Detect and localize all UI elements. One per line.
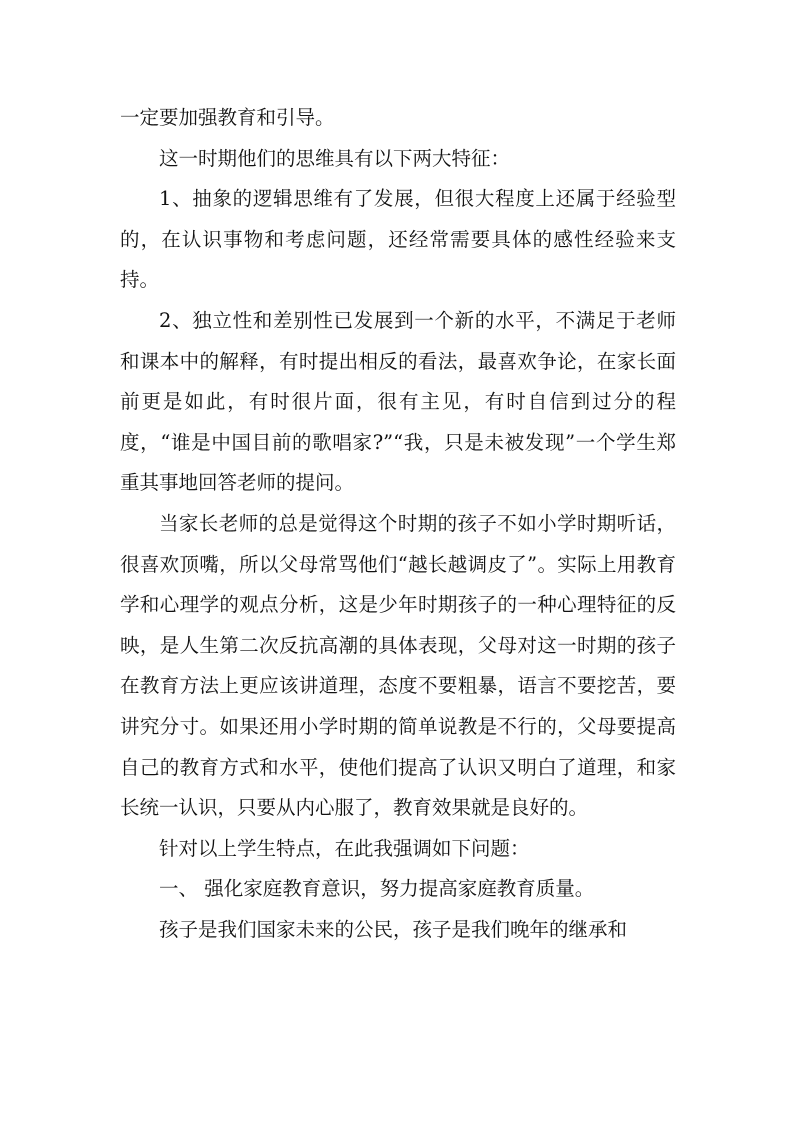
paragraph-feature-1: 1、抽象的逻辑思维有了发展，但很大程度上还属于经验型的，在认识事物和考虑问题，还经常需要具体的感性经验来支持。 xyxy=(120,187,676,292)
paragraph-children-future: 孩子是我们国家未来的公民，孩子是我们晚年的继承和 xyxy=(159,917,628,941)
section-heading-1: 一、 强化家庭教育意识，努力提高家庭教育质量。 xyxy=(159,877,595,901)
paragraph-issues-intro: 针对以上学生特点，在此我强调如下问题： xyxy=(159,836,530,860)
paragraph-parents-analysis: 当家长老师的总是觉得这个时期的孩子不如小学时期听话，很喜欢顶嘴，所以父母常骂他们“越长越调皮了”。实际上用教育学和心理学的观点分析，这是少年时期孩子的一种心理特征的反映，是人生第二次反抗高潮的具体表现，父母对这一时期的孩子在教育方法上更应该讲道理，态度不要粗暴，语言不要挖苦，要讲究分寸。如果还用小学时期的简单说教是不行的，父母要提高自己的教育方式和水平，使他们提高了认识又明白了道理，和家长统一认识，只要从内心服了，教育效果就是良好的。 xyxy=(120,511,676,820)
paragraph-continuation: 一定要加强教育和引导。 xyxy=(120,106,335,129)
paragraph-intro-features: 这一时期他们的思维具有以下两大特征： xyxy=(159,146,511,170)
document-body xyxy=(120,98,676,950)
paragraph-feature-2: 2、独立性和差别性已发展到一个新的水平，不满足于老师和课本中的解释，有时提出相反的看法，最喜欢争论，在家长面前更是如此，有时很片面，很有主见，有时自信到过分的程度，“谁是中国目前的歌唱家?”“我，只是未被发现”一个学生郑重其事地回答老师的提问。 xyxy=(120,308,676,495)
